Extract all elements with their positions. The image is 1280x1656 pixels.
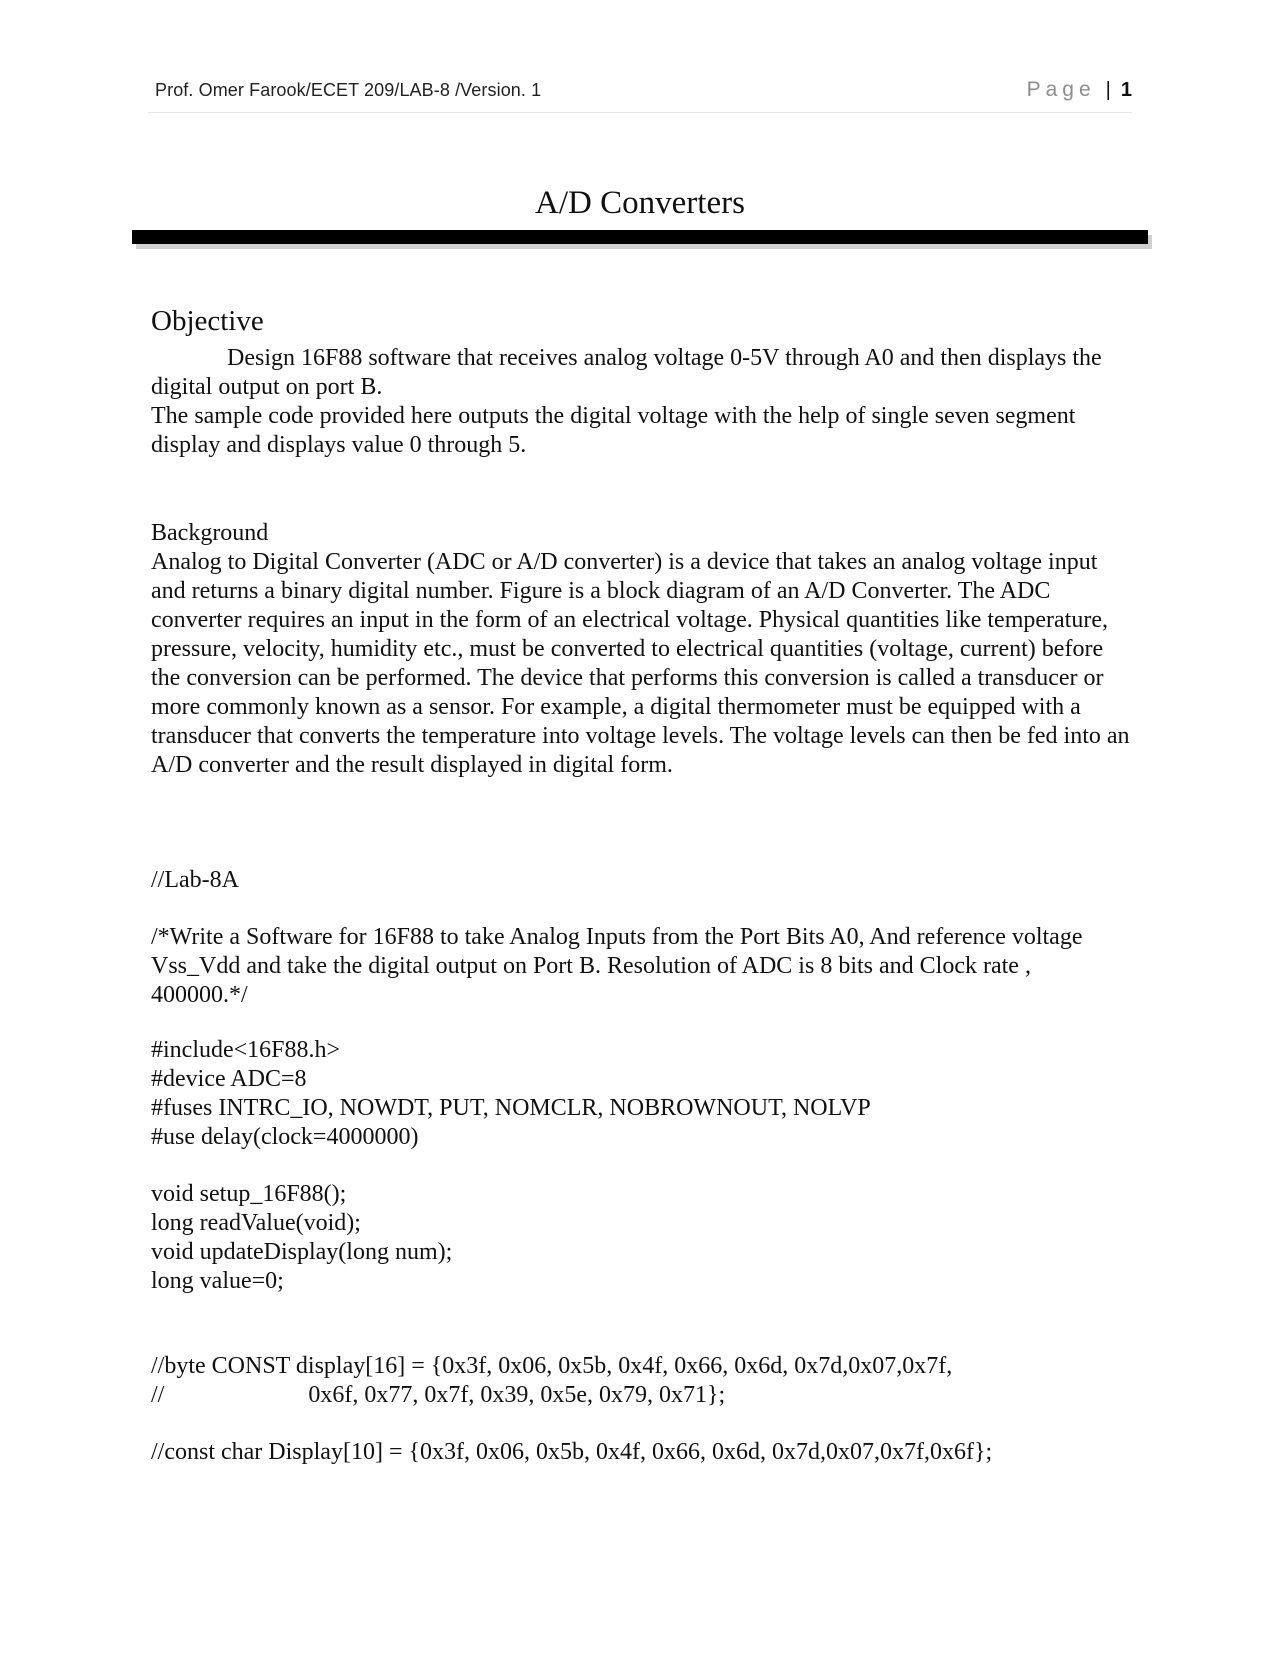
- header-course-info: Prof. Omer Farook/ECET 209/LAB-8 /Version. 1: [155, 80, 542, 100]
- background-section: [151, 519, 1131, 780]
- code-line-delay: #use delay(clock=4000000): [151, 1124, 419, 1150]
- background-paragraph: Analog to Digital Converter (ADC or A/D converter) is a device that takes an analog voltage input and returns a binary digital number. Figure is a block diagram of an A/D Converter. The ADC converter requires an input in the form of an electrical voltage. Physical quantities like temperature, pressure, velocity, humidity etc., must be converted to electrical quantities (voltage, current) before the conversion can be performed. The device that performs this conversion is called a transducer or more commonly known as a sensor. For example, a digital thermometer must be equipped with a transducer that converts the temperature into voltage levels. The voltage levels can then be fed into an A/D converter and the result displayed in digital form.: [151, 549, 1130, 778]
- code-line-read-value: long readValue(void);: [151, 1210, 361, 1236]
- objective-paragraph-1: Design 16F88 software that receives analog voltage 0-5V through A0 and then displays the digital output on port B.: [151, 345, 1102, 400]
- code-line-device: #device ADC=8: [151, 1066, 307, 1092]
- lab-comment: //Lab-8A: [151, 867, 239, 893]
- code-line-setup: void setup_16F88();: [151, 1181, 347, 1207]
- title-underline-rule: [132, 230, 1148, 244]
- background-heading: Background: [151, 520, 269, 546]
- display-array-comment: [151, 1352, 1131, 1410]
- code-line-value: long value=0;: [151, 1268, 284, 1294]
- page-word: Page: [1026, 78, 1096, 101]
- objective-section: [151, 344, 1131, 460]
- code-description-comment: /*Write a Software for 16F88 to take Analog Inputs from the Port Bits A0, And reference voltage Vss_Vdd and take the digital output on Port B. Resolution of ADC is 8 bits and Clock rate , 400000.*/: [151, 924, 1083, 1008]
- display-array-line-1: //byte CONST display[16] = {0x3f, 0x06, 0x5b, 0x4f, 0x66, 0x6d, 0x7d,0x07,0x7f,: [151, 1353, 953, 1379]
- preprocessor-block: [151, 1036, 1131, 1152]
- page-number: 1: [1120, 78, 1132, 101]
- const-display-comment: //const char Display[10] = {0x3f, 0x06, 0x5b, 0x4f, 0x66, 0x6d, 0x7d,0x07,0x7f,0x6f};: [151, 1439, 993, 1465]
- page-number-area: [1027, 78, 1132, 102]
- document-title: A/D Converters: [535, 185, 745, 221]
- code-line-include: #include<16F88.h>: [151, 1037, 341, 1063]
- objective-heading: Objective: [151, 305, 264, 337]
- display-array-line-2: // 0x6f, 0x77, 0x7f, 0x39, 0x5e, 0x79, 0x71};: [151, 1382, 726, 1408]
- objective-paragraph-2: The sample code provided here outputs the digital voltage with the help of single seven segment display and displays value 0 through 5.: [151, 403, 1076, 458]
- code-line-update-display: void updateDisplay(long num);: [151, 1239, 453, 1265]
- declaration-block: [151, 1180, 1131, 1296]
- page-separator: |: [1105, 79, 1111, 101]
- page-header: [148, 74, 1132, 113]
- code-line-fuses: #fuses INTRC_IO, NOWDT, PUT, NOMCLR, NOBROWNOUT, NOLVP: [151, 1095, 871, 1121]
